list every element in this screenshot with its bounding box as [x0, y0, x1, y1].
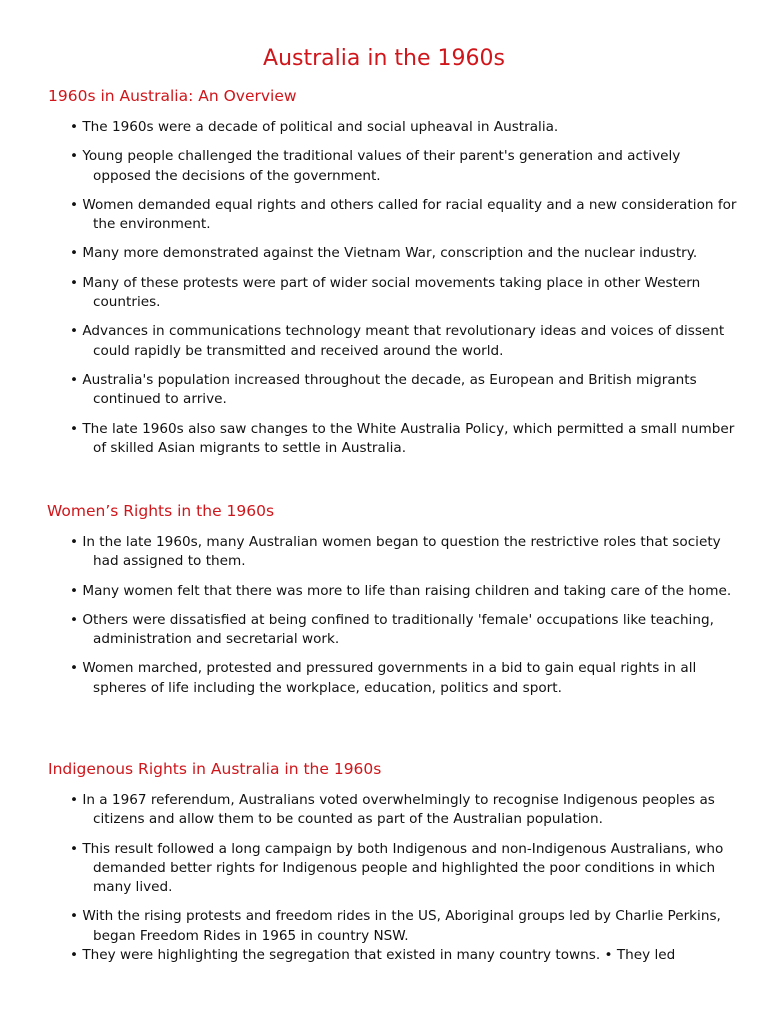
list-item: • This result followed a long campaign by both Indigenous and non-Indigenous Australians, who demanded better rights for Indigenous people and highlighted the poor conditions in which many lived.	[70, 840, 724, 896]
list-item: • Women demanded equal rights and others called for racial equality and a new consideration for the environment.	[70, 196, 737, 233]
list-item: • Many more demonstrated against the Vietnam War, conscription and the nuclear industry.	[70, 245, 698, 262]
list-item: • They were highlighting the segregation that existed in many country towns. • They led	[70, 947, 676, 964]
list-item: • Women marched, protested and pressured governments in a bid to gain equal rights in all spheres of life including the workplace, education, politics and sport.	[70, 660, 697, 696]
list-item: • The late 1960s also saw changes to the White Australia Policy, which permitted a small number of skilled Asian migrants to settle in Australia.	[70, 420, 735, 456]
section-heading-indigenous-rights: Indigenous Rights in Australia in the 1960s	[48, 760, 382, 778]
list-item: • In the late 1960s, many Australian women began to question the restrictive roles that society had assigned to them.	[70, 534, 721, 570]
list-item: • Australia's population increased throughout the decade, as European and British migrants continued to arrive.	[70, 371, 697, 408]
list-item: • Many of these protests were part of wider social movements taking place in other Western countries.	[70, 274, 701, 311]
indigenous-rights-bullet-list	[70, 791, 740, 965]
overview-bullet-list	[70, 118, 740, 468]
list-item: • Young people challenged the traditional values of their parent's generation and actively opposed the decisions of the government.	[70, 148, 681, 184]
list-item: • Advances in communications technology meant that revolutionary ideas and voices of dissent could rapidly be transmitted and received around the world.	[70, 323, 725, 359]
page-title: Australia in the 1960s	[263, 46, 505, 71]
list-item: • With the rising protests and freedom rides in the US, Aboriginal groups led by Charlie Perkins, began Freedom Rides in 1965 in country NSW.	[70, 908, 721, 944]
section-heading-overview: 1960s in Australia: An Overview	[48, 87, 297, 105]
list-item: • Others were dissatisfied at being confined to traditionally 'female' occupations like teaching, administration and secretarial work.	[70, 611, 714, 648]
list-item: • In a 1967 referendum, Australians voted overwhelmingly to recognise Indigenous peoples as citizens and allow them to be counted as part of the Australian population.	[70, 792, 715, 828]
section-heading-womens-rights: Women’s Rights in the 1960s	[47, 502, 275, 520]
list-item: • The 1960s were a decade of political and social upheaval in Australia.	[70, 119, 559, 135]
list-item: • Many women felt that there was more to life than raising children and taking care of the home.	[70, 582, 732, 599]
womens-rights-bullet-list	[70, 533, 740, 708]
